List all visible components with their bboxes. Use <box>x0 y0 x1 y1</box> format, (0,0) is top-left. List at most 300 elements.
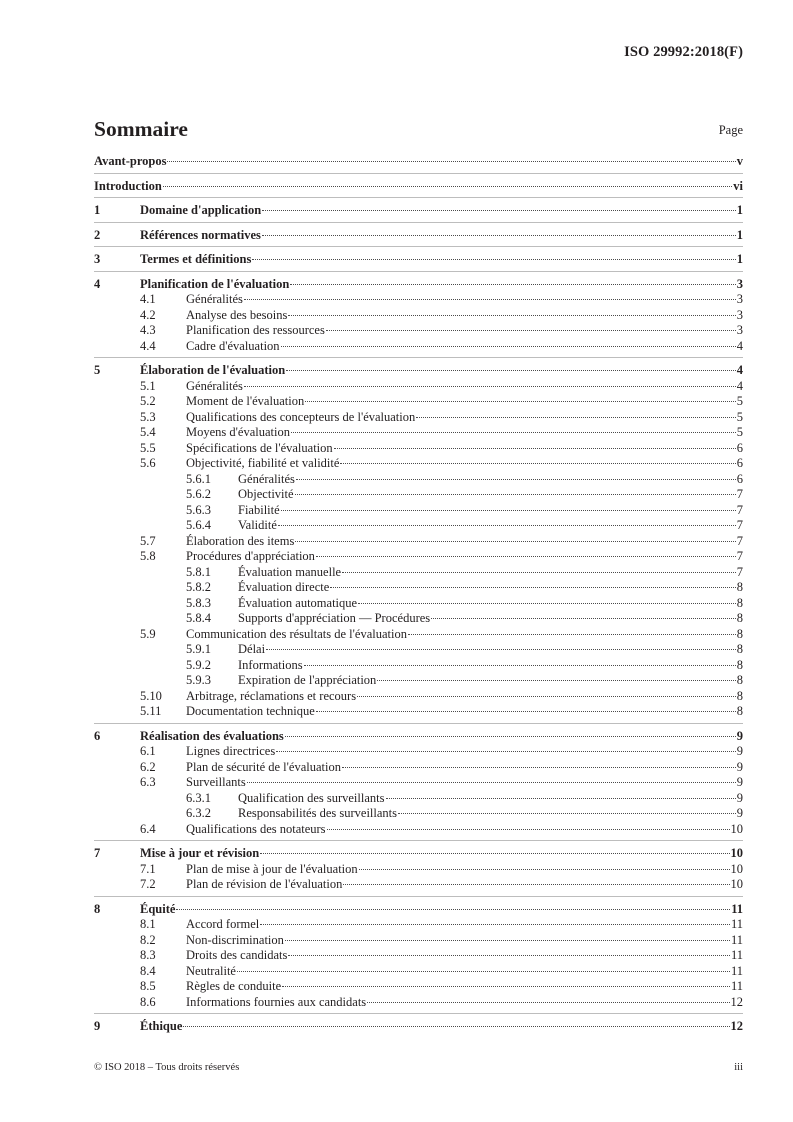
toc-entry-number: 5.8.1 <box>186 564 211 579</box>
toc-entry-line <box>186 917 743 933</box>
toc-entry-number: 6.1 <box>140 744 156 758</box>
toc-entry[interactable] <box>94 339 743 355</box>
toc-entry[interactable] <box>94 744 743 760</box>
toc-entry-number: 1 <box>94 203 101 217</box>
toc-entry-page: 5 <box>736 409 743 424</box>
toc-entry-line <box>186 704 743 720</box>
toc-leader-dots <box>260 853 729 854</box>
toc-leader-dots <box>326 330 736 331</box>
toc-entry-page: 12 <box>730 1019 743 1033</box>
toc-entry[interactable] <box>94 611 743 627</box>
toc-entry-page: 9 <box>736 806 743 820</box>
toc-entry-page: 10 <box>730 846 743 860</box>
toc-leader-dots <box>358 603 736 604</box>
toc-leader-dots <box>296 479 736 480</box>
toc-separator <box>94 222 743 223</box>
toc-entry-title: Planification de l'évaluation <box>140 276 290 291</box>
toc-leader-dots <box>262 235 736 236</box>
toc-leader-dots <box>281 346 736 347</box>
toc-entry-title: Informations <box>238 657 303 672</box>
toc-leader-dots <box>330 587 735 588</box>
toc-entry[interactable] <box>94 410 743 426</box>
toc-entry[interactable] <box>94 948 743 964</box>
toc-entry-number: 6.3.1 <box>186 790 211 805</box>
toc-entry-line <box>238 472 743 488</box>
toc-leader-dots <box>266 649 736 650</box>
toc-entry[interactable] <box>94 775 743 791</box>
toc-entry-page: 7 <box>736 549 743 563</box>
toc-entry-line <box>186 323 743 339</box>
toc-entry-number: 5.8.3 <box>186 595 211 610</box>
toc-entry-line <box>140 1019 743 1035</box>
toc-entry-number: 8.6 <box>140 994 156 1009</box>
toc-entry[interactable] <box>94 518 743 534</box>
toc-entry[interactable] <box>94 308 743 324</box>
toc-entry-title: Évaluation directe <box>238 580 330 594</box>
toc-entry-number: 8.5 <box>140 979 156 993</box>
toc-entry-number: 8 <box>94 901 101 916</box>
toc-entry-title: Objectivité <box>238 487 294 501</box>
toc-entry-number: 4.4 <box>140 338 156 353</box>
toc-entry-title: Plan de sécurité de l'évaluation <box>186 759 341 774</box>
toc-entry-line <box>238 673 743 689</box>
toc-leader-dots <box>282 986 730 987</box>
toc-leader-dots <box>357 696 736 697</box>
toc-entry-number: 4.1 <box>140 292 156 306</box>
toc-entry-number: 9 <box>94 1019 101 1033</box>
toc-leader-dots <box>281 510 736 511</box>
toc-leader-dots <box>342 572 736 573</box>
toc-entry[interactable] <box>94 917 743 933</box>
toc-entry-title: Équité <box>140 901 176 916</box>
toc-entry-title: Surveillants <box>186 775 246 789</box>
toc-entry[interactable] <box>94 822 743 838</box>
toc-entry-page: 4 <box>736 338 743 353</box>
toc-entry-title: Accord formel <box>186 917 260 931</box>
toc-entry-number: 5.4 <box>140 425 156 439</box>
toc-leader-dots <box>285 736 736 737</box>
toc-entry[interactable] <box>94 456 743 472</box>
toc-entry[interactable] <box>94 627 743 643</box>
toc-entry-title: Plan de mise à jour de l'évaluation <box>186 861 358 876</box>
toc-entry-number: 8.3 <box>140 948 156 962</box>
toc-entry-line <box>94 179 743 195</box>
toc-entry-line <box>238 565 743 581</box>
toc-entry-title: Fiabilité <box>238 502 280 517</box>
toc-entry-page: 3 <box>736 323 743 337</box>
toc-entry-line <box>238 487 743 503</box>
toc-leader-dots <box>276 751 736 752</box>
toc-entry[interactable] <box>94 363 743 379</box>
toc-separator <box>94 173 743 174</box>
toc-entry-page: 1 <box>736 252 743 266</box>
toc-entry-line <box>140 729 743 745</box>
toc-entry[interactable] <box>94 394 743 410</box>
toc-entry-page: 4 <box>736 378 743 393</box>
toc-entry[interactable] <box>94 729 743 745</box>
toc-entry-number: 5.8 <box>140 549 156 563</box>
toc-entry-title: Généralités <box>186 378 243 393</box>
toc-entry-title: Élaboration de l'évaluation <box>140 363 286 377</box>
toc-separator <box>94 896 743 897</box>
toc-entry-page: 11 <box>731 901 743 916</box>
toc-entry-line <box>186 933 743 949</box>
toc-entry-title: Responsabilités des surveillants <box>238 806 398 820</box>
toc-entry-line <box>186 979 743 995</box>
toc-separator <box>94 840 743 841</box>
toc-entry[interactable] <box>94 933 743 949</box>
toc-entry-line <box>186 760 743 776</box>
toc-entry-title: Domaine d'application <box>140 203 262 217</box>
toc-entry-number: 6.3 <box>140 775 156 789</box>
title-row <box>94 112 743 142</box>
toc-entry[interactable] <box>94 902 743 918</box>
toc-separator <box>94 1013 743 1014</box>
toc-entry-title: Validité <box>238 518 277 532</box>
toc-entry-title: Évaluation automatique <box>238 595 358 610</box>
toc-leader-dots <box>398 813 736 814</box>
toc-entry-page: 1 <box>736 203 743 217</box>
toc-leader-dots <box>316 556 736 557</box>
toc-entry-title: Lignes directrices <box>186 744 276 758</box>
toc-entry-line <box>186 689 743 705</box>
toc-entry-title: Références normatives <box>140 227 261 242</box>
toc-leader-dots <box>359 869 730 870</box>
toc-entry-page: 6 <box>736 440 743 455</box>
toc-entry-line <box>186 744 743 760</box>
toc-entry-title: Qualifications des notateurs <box>186 821 326 836</box>
toc-entry[interactable] <box>94 292 743 308</box>
toc-entry-number: 7.1 <box>140 861 156 876</box>
toc-entry-number: 6.2 <box>140 759 156 774</box>
toc-leader-dots <box>163 186 732 187</box>
toc-entry-line <box>238 580 743 596</box>
toc-separator <box>94 271 743 272</box>
toc-entry-page: 7 <box>736 518 743 532</box>
toc-entry-line <box>238 806 743 822</box>
toc-entry-line <box>186 441 743 457</box>
toc-leader-dots <box>290 284 735 285</box>
toc-leader-dots <box>167 161 735 162</box>
toc-entry-title: Neutralité <box>186 963 236 978</box>
toc-entry-line <box>186 292 743 308</box>
toc-entry-page: 9 <box>736 728 743 743</box>
page-title: Sommaire <box>94 117 188 141</box>
toc-leader-dots <box>343 884 729 885</box>
toc-entry-line <box>238 596 743 612</box>
toc-entry-number: 7.2 <box>140 877 156 891</box>
page-header: ISO 29992:2018(F) <box>624 44 743 60</box>
toc-entry-title: Généralités <box>186 292 243 306</box>
toc-entry-page: 8 <box>736 611 743 625</box>
toc-entry-number: 5.11 <box>140 704 162 718</box>
toc-entry-title: Qualifications des concepteurs de l'évaluation <box>186 409 416 424</box>
toc-entry-page: 10 <box>730 877 743 891</box>
toc-entry[interactable] <box>94 658 743 674</box>
toc-entry-page: 8 <box>736 673 743 687</box>
toc-entry-line <box>186 339 743 355</box>
toc-entry-page: vi <box>733 178 743 193</box>
toc-leader-dots <box>278 525 736 526</box>
toc-entry-line <box>238 503 743 519</box>
toc-entry-line <box>186 425 743 441</box>
toc-entry-title: Non-discrimination <box>186 932 284 947</box>
copyright-notice: © ISO 2018 – Tous droits réservés <box>94 1062 240 1073</box>
toc-leader-dots <box>183 1026 729 1027</box>
toc-entry-page: 10 <box>730 821 743 836</box>
toc-entry-line <box>186 995 743 1011</box>
toc-leader-dots <box>285 940 730 941</box>
toc-entry-title: Objectivité, fiabilité et validité <box>186 456 340 470</box>
toc-leader-dots <box>262 210 736 211</box>
toc-entry-page: 7 <box>736 502 743 517</box>
page-footer <box>94 1062 743 1076</box>
toc-entry-page: 5 <box>736 394 743 408</box>
toc-entry[interactable] <box>94 791 743 807</box>
toc-entry-page: 11 <box>730 979 743 993</box>
toc-entry-page: 9 <box>736 759 743 774</box>
toc-separator <box>94 246 743 247</box>
toc-entry-number: 3 <box>94 252 101 266</box>
toc-entry-title: Spécifications de l'évaluation <box>186 440 333 455</box>
toc-entry-page: 3 <box>736 276 743 291</box>
toc-entry-title: Expiration de l'appréciation <box>238 673 377 687</box>
toc-entry-page: 9 <box>736 790 743 805</box>
toc-entry-page: 8 <box>736 704 743 718</box>
toc-entry-number: 5.6.4 <box>186 518 211 532</box>
toc-entry-title: Réalisation des évaluations <box>140 728 284 743</box>
toc-entry-title: Termes et définitions <box>140 252 252 266</box>
toc-entry-line <box>186 877 743 893</box>
toc-leader-dots <box>291 432 736 433</box>
toc-entry-title: Communication des résultats de l'évaluation <box>186 626 407 641</box>
toc-leader-dots <box>244 299 736 300</box>
toc-entry-number: 5.6.2 <box>186 487 211 501</box>
toc-entry-number: 5.2 <box>140 394 156 408</box>
toc-entry-title: Éthique <box>140 1019 183 1033</box>
toc-entry-line <box>140 902 743 918</box>
toc-leader-dots <box>304 665 736 666</box>
toc-entry-page: 8 <box>736 595 743 610</box>
toc-entry-line <box>186 822 743 838</box>
toc-leader-dots <box>252 259 735 260</box>
toc-entry[interactable] <box>94 979 743 995</box>
toc-entry-title: Qualification des surveillants <box>238 790 385 805</box>
toc-entry[interactable] <box>94 534 743 550</box>
toc-leader-dots <box>286 370 736 371</box>
toc-entry-line <box>186 456 743 472</box>
toc-entry-title: Arbitrage, réclamations et recours <box>186 688 357 703</box>
toc-entry-line <box>186 394 743 410</box>
toc-entry[interactable] <box>94 596 743 612</box>
toc-entry-number: 5.5 <box>140 440 156 455</box>
toc-entry[interactable] <box>94 580 743 596</box>
toc-entry-line <box>186 534 743 550</box>
toc-entry-title: Planification des ressources <box>186 323 325 337</box>
toc-entry-title: Règles de conduite <box>186 979 282 993</box>
toc-entry[interactable] <box>94 323 743 339</box>
toc-entry[interactable] <box>94 487 743 503</box>
toc-entry-page: 11 <box>730 948 743 962</box>
toc-entry-page: 12 <box>730 994 743 1009</box>
toc-entry[interactable] <box>94 203 743 219</box>
toc-entry[interactable] <box>94 689 743 705</box>
toc-entry-line <box>140 228 743 244</box>
toc-entry-page: 8 <box>736 642 743 656</box>
toc-entry-page: 11 <box>730 917 743 931</box>
page-column-label: Page <box>718 123 743 137</box>
toc-entry-line <box>186 410 743 426</box>
toc-separator <box>94 723 743 724</box>
toc-leader-dots <box>247 782 736 783</box>
toc-entry-page: 6 <box>736 471 743 486</box>
toc-entry-line <box>186 627 743 643</box>
toc-entry-number: 4.2 <box>140 307 156 322</box>
toc-separator <box>94 357 743 358</box>
toc-entry-number: 5.9.3 <box>186 673 211 687</box>
toc-entry[interactable] <box>94 503 743 519</box>
toc-entry-page: 7 <box>736 487 743 501</box>
toc-leader-dots <box>431 618 736 619</box>
toc-entry[interactable] <box>94 565 743 581</box>
toc-entry-page: 4 <box>736 363 743 377</box>
toc-leader-dots <box>237 971 730 972</box>
toc-entry[interactable] <box>94 252 743 268</box>
toc-leader-dots <box>260 924 730 925</box>
toc-entry-page: 3 <box>736 292 743 306</box>
toc-entry-page: 7 <box>736 533 743 548</box>
toc-leader-dots <box>295 494 736 495</box>
toc-entry[interactable] <box>94 549 743 565</box>
toc-leader-dots <box>295 541 735 542</box>
toc-entry-page: 8 <box>736 657 743 672</box>
toc-entry[interactable] <box>94 154 743 170</box>
toc-entry-number: 6 <box>94 728 101 743</box>
toc-entry[interactable] <box>94 964 743 980</box>
toc-entry-number: 6.3.2 <box>186 806 211 820</box>
toc-leader-dots <box>176 909 730 910</box>
toc-entry-page: 5 <box>736 425 743 439</box>
toc-leader-dots <box>327 829 730 830</box>
toc-leader-dots <box>244 386 736 387</box>
toc-entry-number: 8.4 <box>140 963 156 978</box>
toc-entry-number: 2 <box>94 227 101 242</box>
toc-entry-number: 6.4 <box>140 821 156 836</box>
toc-entry-page: v <box>736 154 743 168</box>
toc-entry-page: 8 <box>736 626 743 641</box>
toc-entry-title: Documentation technique <box>186 704 315 718</box>
toc-entry-title: Analyse des besoins <box>186 307 288 322</box>
toc-leader-dots <box>386 798 736 799</box>
toc-entry-line <box>140 846 743 862</box>
toc-entry[interactable] <box>94 642 743 658</box>
toc-entry-page: 9 <box>736 744 743 758</box>
toc-entry-page: 7 <box>736 564 743 579</box>
toc-leader-dots <box>340 463 735 464</box>
toc-entry-line <box>186 308 743 324</box>
toc-entry[interactable] <box>94 379 743 395</box>
toc-entry-number: 5.8.4 <box>186 611 211 625</box>
toc-entry-page: 8 <box>736 580 743 594</box>
toc-entry-line <box>238 518 743 534</box>
toc-entry-line <box>140 252 743 268</box>
toc-entry-number: 5.6 <box>140 456 156 470</box>
toc-entry-page: 8 <box>736 688 743 703</box>
toc-entry[interactable] <box>94 425 743 441</box>
toc-entry-number: 5.9.1 <box>186 642 211 656</box>
toc-entry[interactable] <box>94 862 743 878</box>
toc-entry[interactable] <box>94 277 743 293</box>
toc-entry-number: 8.1 <box>140 917 156 931</box>
toc-entry[interactable] <box>94 1019 743 1035</box>
toc-entry-number: 8.2 <box>140 932 156 947</box>
toc-entry[interactable] <box>94 760 743 776</box>
toc-entry-page: 6 <box>736 456 743 470</box>
toc-entry-title: Introduction <box>94 178 162 193</box>
toc-entry-title: Évaluation manuelle <box>238 564 342 579</box>
toc-separator <box>94 197 743 198</box>
toc-entry-number: 5.9 <box>140 626 156 641</box>
toc-entry-number: 5.7 <box>140 533 156 548</box>
toc-entry-line <box>94 154 743 170</box>
toc-entry-number: 4 <box>94 276 101 291</box>
toc-entry[interactable] <box>94 472 743 488</box>
toc-entry-line <box>238 791 743 807</box>
toc-entry-title: Supports d'appréciation — Procédures <box>238 611 431 625</box>
toc-entry[interactable] <box>94 228 743 244</box>
toc-leader-dots <box>408 634 736 635</box>
toc-entry[interactable] <box>94 441 743 457</box>
toc-entry-line <box>186 964 743 980</box>
toc-entry-page: 3 <box>736 307 743 322</box>
toc-entry[interactable] <box>94 846 743 862</box>
toc-entry-line <box>186 862 743 878</box>
toc-entry-line <box>140 277 743 293</box>
toc-leader-dots <box>288 955 730 956</box>
toc-entry[interactable] <box>94 704 743 720</box>
toc-entry-title: Généralités <box>238 471 295 486</box>
toc-entry[interactable] <box>94 995 743 1011</box>
toc-entry-title: Élaboration des items <box>186 533 295 548</box>
toc-leader-dots <box>367 1002 729 1003</box>
toc-leader-dots <box>342 767 736 768</box>
toc-entry-line <box>238 611 743 627</box>
toc-entry-line <box>186 549 743 565</box>
toc-leader-dots <box>316 711 736 712</box>
toc-entry-line <box>186 379 743 395</box>
toc-entry-line <box>238 642 743 658</box>
toc-entry-number: 5.1 <box>140 378 156 393</box>
toc-entry-title: Plan de révision de l'évaluation <box>186 877 343 891</box>
toc-entry-title: Moment de l'évaluation <box>186 394 305 408</box>
toc-entry-page: 11 <box>730 963 743 978</box>
toc-entry[interactable] <box>94 877 743 893</box>
toc-entry-line <box>186 775 743 791</box>
toc-entry[interactable] <box>94 673 743 689</box>
toc-entry-title: Mise à jour et révision <box>140 846 260 860</box>
toc-entry[interactable] <box>94 806 743 822</box>
toc-entry-title: Moyens d'évaluation <box>186 425 290 439</box>
toc-entry-title: Procédures d'appréciation <box>186 549 315 563</box>
toc-entry-title: Délai <box>238 642 266 656</box>
toc-entry[interactable] <box>94 179 743 195</box>
toc-entry-page: 10 <box>730 861 743 876</box>
toc-entry-number: 4.3 <box>140 323 156 337</box>
toc-entry-line <box>186 948 743 964</box>
toc-entry-title: Avant-propos <box>94 154 167 168</box>
toc-entry-number: 5.8.2 <box>186 580 211 594</box>
toc-entry-title: Droits des candidats <box>186 948 288 962</box>
